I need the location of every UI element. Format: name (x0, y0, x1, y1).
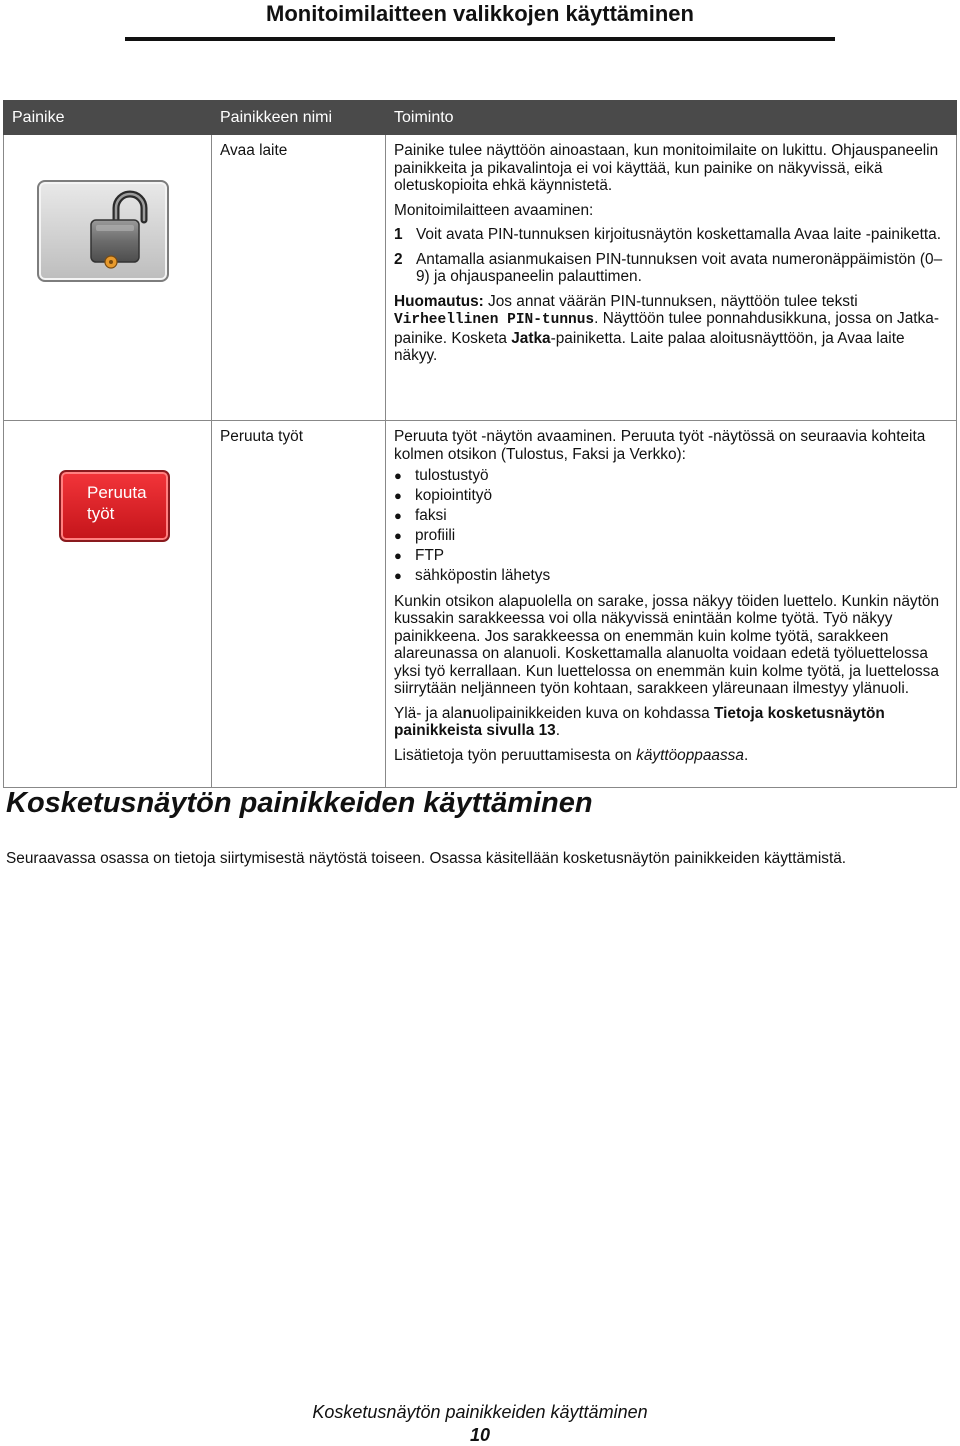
step-item (394, 226, 948, 244)
manual-reference: käyttöoppaassa (636, 746, 744, 764)
section-title: Kosketusnäytön painikkeiden käyttäminen (6, 787, 593, 819)
note-text: Jos annat väärän PIN-tunnuksen, näyttöön tulee teksti (483, 292, 858, 310)
table-row (4, 135, 957, 421)
column-header-name: Painikkeen nimi (212, 101, 386, 135)
step-text: Antamalla asianmukaisen PIN-tunnuksen voit avata numeronäppäimistön (0–9) ja ohjauspaneelin palauttimen. (416, 250, 943, 285)
list-item-text: kopiointityö (415, 487, 492, 504)
page-title: Monitoimilaitteen valikkojen käyttäminen (266, 1, 694, 26)
list-item: ● kopiointityö (394, 487, 492, 504)
page-header (0, 0, 960, 27)
cancel-jobs-button-label: Peruuta työt (87, 483, 147, 523)
note-bold: Jatka (511, 329, 551, 347)
function-cell (386, 135, 957, 421)
unlock-button-image (37, 180, 169, 282)
section-intro: Seuraavassa osassa on tietoja siirtymisestä näytöstä toiseen. Osassa käsitellään kosketusnäytön painikkeiden käyttämistä. (6, 850, 847, 867)
note-text: -painiketta. Laite palaa aloitusnäyttöön, ja Avaa laite näkyy. (394, 329, 905, 364)
list-item: ● sähköpostin lähetys (394, 567, 551, 584)
list-item-text: FTP (415, 547, 445, 564)
note-text: . Näyttöön tulee ponnahdusikkuna, jossa on Jatka-painike. Kosketa (394, 310, 939, 347)
note-label: Huomautus: (394, 292, 484, 310)
text-fragment: uolipainikkeiden kuva on kohdassa (471, 704, 714, 722)
function-cell (386, 421, 957, 788)
list-item-text: profiili (415, 527, 456, 544)
list-item: ● faksi (394, 507, 447, 524)
step-number: 1 (394, 226, 403, 243)
button-table (3, 100, 957, 788)
text-fragment: Ylä- ja ala (394, 704, 463, 722)
list-item: ● tulostustyö (394, 467, 489, 484)
list-item-text: sähköpostin lähetys (415, 567, 551, 584)
page-footer (0, 1402, 960, 1446)
cancel-jobs-button-image (59, 470, 170, 542)
icon-cell (4, 421, 212, 788)
note-paragraph (394, 293, 948, 365)
cross-reference-link[interactable]: Tietoja kosketusnäytön painikkeista sivulla 13 (394, 704, 885, 739)
table-header-row (4, 101, 957, 135)
unlock-padlock-icon (39, 182, 167, 280)
list-item: ● profiili (394, 527, 456, 544)
text-fragment: . (743, 746, 749, 764)
description-text: Kunkin otsikon alapuolella on sarake, jossa näkyy töiden luettelo. Kunkin näytön kussakin sarakkeessa voi olla näkyvissä enintään kolme työtä. Työ näkyy painikkeena. Jos sarakkeessa on enemmän kuin kolme työtä, sarakkeen alareunassa on alanuoli. Koskettamalla alanuolta voidaan edetä työluettelossa yksi työ kerrallaan. Kun luettelossa on enemmän kuin kolme työtä, ja luettelossa siirrytään neljänneen työn kohtaan, sarakkeen yläreunaan ilmestyy ylänuoli. (394, 592, 940, 697)
header-rule (125, 37, 835, 41)
button-name-cell: Peruuta työt (212, 421, 386, 788)
table-row (4, 421, 957, 788)
description-text (394, 705, 948, 740)
job-type-list (394, 467, 948, 585)
list-item-text: faksi (415, 507, 447, 524)
text-fragment: Lisätietoja työn peruuttamisesta on (394, 746, 637, 764)
step-text: Voit avata PIN-tunnuksen kirjoitusnäytön koskettamalla Avaa laite -painiketta. (416, 226, 942, 243)
button-name-cell: Avaa laite (212, 135, 386, 421)
description-text: Monitoimilaitteen avaaminen: (394, 201, 594, 219)
page-number: 10 (469, 1425, 491, 1445)
column-header-button: Painike (4, 101, 212, 135)
icon-cell (4, 135, 212, 421)
description-text: Painike tulee näyttöön ainoastaan, kun monitoimilaite on lukittu. Ohjauspaneelin painikkeita ja pikavalintoja ei voi käyttää, kun painike on näkyvissä, eikä oletuskopioita ehkä käynnistetä. (394, 142, 939, 194)
error-message-code: Virheellinen PIN-tunnus (394, 312, 595, 328)
description-text (394, 747, 948, 765)
column-header-function: Toiminto (386, 101, 957, 135)
text-fragment: n (462, 704, 472, 722)
list-item-text: tulostustyö (415, 467, 489, 484)
step-item (394, 251, 948, 286)
step-number: 2 (394, 250, 403, 268)
footer-title: Kosketusnäytön painikkeiden käyttäminen (312, 1402, 648, 1422)
list-item: ● FTP (394, 547, 445, 564)
text-fragment: . (555, 722, 560, 739)
description-text: Peruuta työt -näytön avaaminen. Peruuta työt -näytössä on seuraavia kohteita kolmen otsikon (Tulostus, Faksi ja Verkko): (394, 428, 926, 463)
